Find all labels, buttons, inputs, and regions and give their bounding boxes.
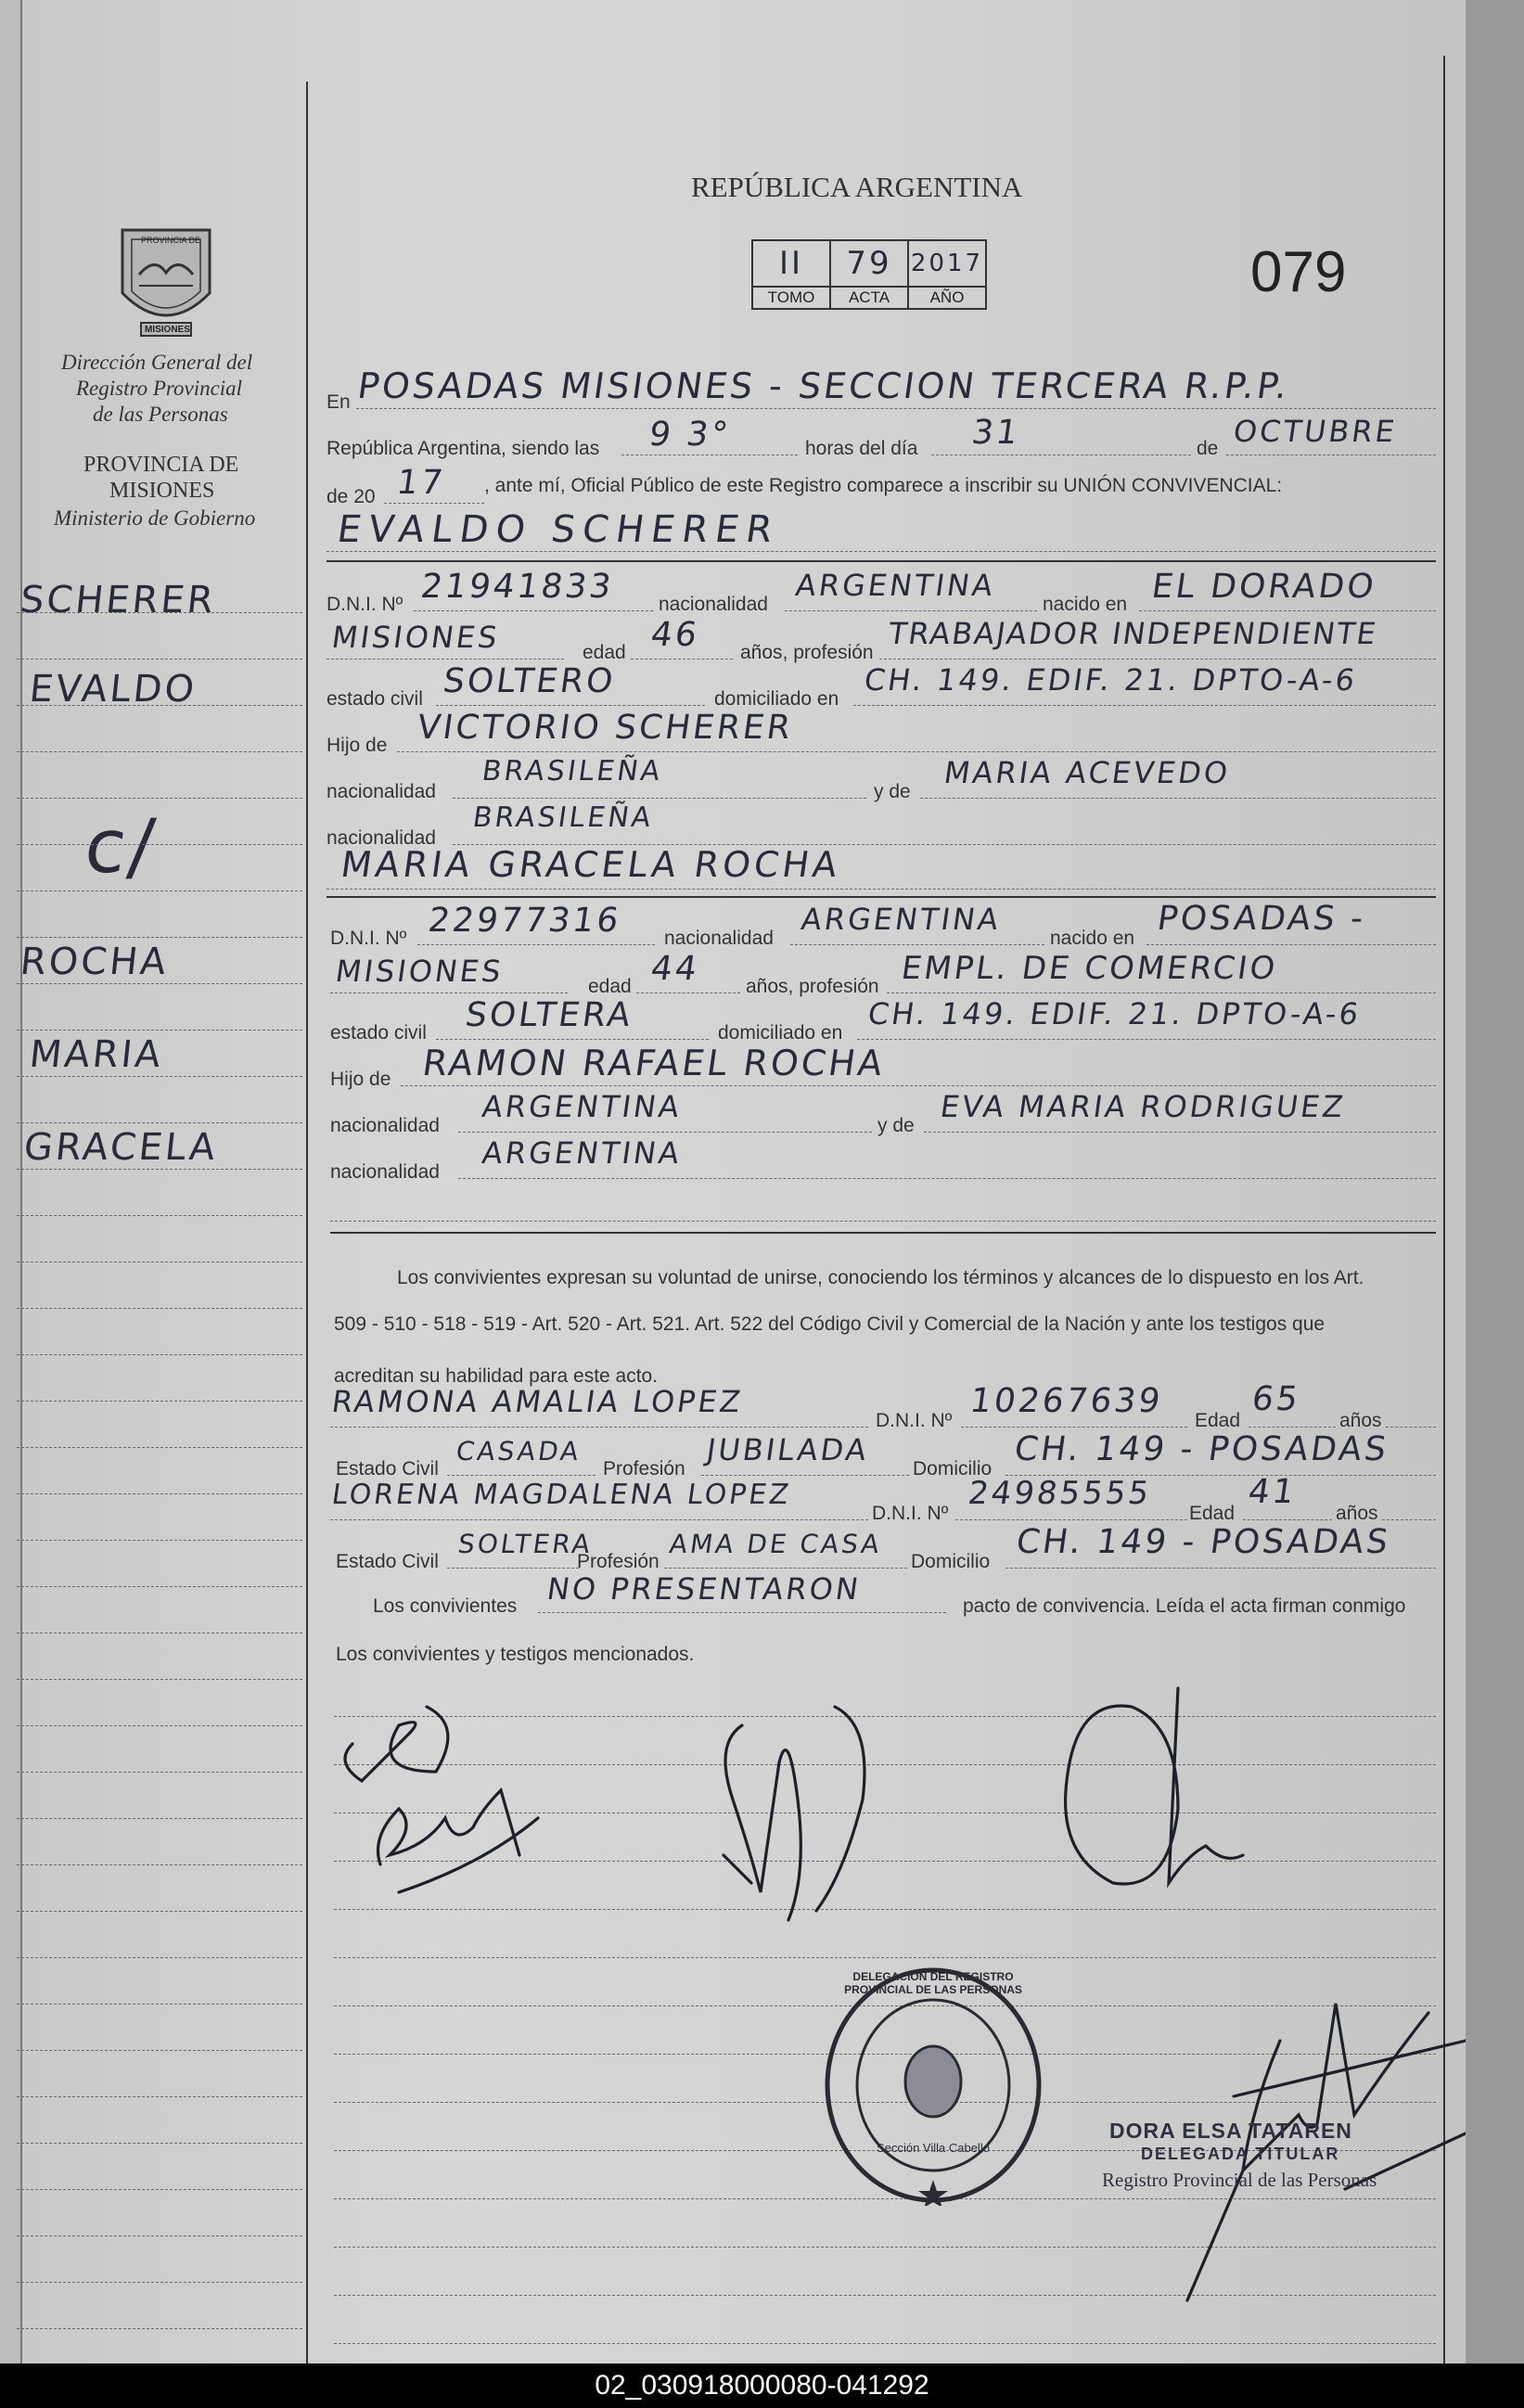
margin-ruled-line (17, 2096, 302, 2097)
p1-profession: TRABAJADOR INDEPENDIENTE (886, 616, 1380, 651)
p2-yde-label: y de (877, 1115, 915, 1136)
p1-nacido-label: nacido en (1043, 594, 1128, 615)
w1-profession: JUBILADA (704, 1432, 872, 1467)
margin-ruled-line (17, 1215, 302, 1216)
p1-mother-nationality: BRASILEÑA (470, 801, 656, 834)
p2-fnac-line (458, 1132, 872, 1133)
margin-ruled-line (17, 2050, 302, 2051)
w2-dni: 24985555 (966, 1475, 1154, 1512)
p1-edad-line (631, 659, 733, 660)
p2-dni-line (417, 944, 655, 945)
place-value: POSADAS MISIONES - SECCION TERCERA R.P.P. (354, 365, 1293, 406)
p1-age: 46 (648, 616, 702, 654)
p1-father-nationality: BRASILEÑA (480, 755, 665, 788)
w2-dni-label: D.N.I. Nº (872, 1503, 949, 1524)
w2-address: CH. 149 - POSADAS (1014, 1523, 1393, 1561)
w2-anios-label: años (1336, 1503, 1378, 1524)
signature-ruled-line (334, 2343, 1436, 2344)
w1-profesion-line (701, 1475, 909, 1476)
margin-ruled-line (17, 1864, 302, 1865)
margin-ruled-line (17, 1679, 302, 1680)
w1-dni-line (961, 1427, 1187, 1428)
margin-name-3: c/ (81, 803, 161, 890)
p2-mother: EVA MARIA RODRIGUEZ (938, 1089, 1349, 1124)
w1-edad-label: Edad (1195, 1410, 1241, 1431)
tomo-acta-anio-box (751, 239, 987, 310)
seal-inner-text: Sección Villa Cabello (877, 2141, 990, 2155)
margin-ruled-line (17, 1169, 302, 1170)
p2-fnac-label: nacionalidad (330, 1115, 440, 1136)
w2-domicilio-label: Domicilio (911, 1551, 991, 1572)
p2-mother-line (924, 1132, 1436, 1133)
section-divider-1 (327, 560, 1436, 562)
w1-dni-label: D.N.I. Nº (876, 1410, 953, 1431)
margin-name-2: EVALDO (27, 668, 199, 711)
horas-label: horas del día (805, 438, 918, 459)
margin-ruled-line (17, 1401, 302, 1402)
p1-nacido-line (1139, 610, 1436, 611)
pacto-value: NO PRESENTARON (544, 1571, 864, 1607)
w2-estado-label: Estado Civil (336, 1551, 439, 1572)
w2-estado-line (447, 1568, 579, 1569)
p1-father-line (397, 751, 1436, 752)
w1-address: CH. 149 - POSADAS (1012, 1430, 1391, 1468)
margin-ruled-line (17, 1725, 302, 1726)
hour-value: 9 3° (647, 416, 734, 454)
margin-ruled-line (17, 1122, 302, 1123)
p1-mother: MARIA ACEVEDO (941, 755, 1233, 790)
person1-name-line (327, 551, 1436, 552)
margin-ruled-line (17, 612, 302, 613)
margin-ruled-line (17, 890, 302, 891)
previous-page-edge (0, 0, 22, 2363)
province-coat-of-arms (113, 219, 219, 339)
w2-civil-status: SOLTERA (455, 1529, 596, 1559)
p1-fnac-line (453, 798, 866, 799)
margin-ruled-line (17, 1957, 302, 1958)
margin-name-4: ROCHA (18, 941, 172, 983)
p1-address: CH. 149. EDIF. 21. DPTO-A-6 (862, 662, 1360, 698)
p2-birthplace: POSADAS - (1155, 900, 1369, 938)
margin-ruled-line (17, 1308, 302, 1309)
person1-name: EVALDO SCHERER (334, 508, 783, 551)
margin-name-5: MARIA (27, 1033, 166, 1076)
w1-name-line (330, 1427, 868, 1428)
w2-edad-label: Edad (1189, 1503, 1236, 1524)
margin-name-1: SCHERER (18, 579, 218, 621)
tomo-label: TOMO (752, 287, 830, 309)
p2-dni-label: D.N.I. Nº (330, 928, 407, 949)
p1-father: VICTORIO SCHERER (415, 709, 796, 747)
w1-age: 65 (1249, 1380, 1303, 1418)
margin-ruled-line (17, 1911, 302, 1912)
w2-profession: AMA DE CASA (667, 1529, 884, 1559)
p2-profesion-label: años, profesión (746, 976, 879, 997)
section-divider-3 (330, 1232, 1436, 1234)
country-title: REPÚBLICA ARGENTINA (691, 171, 1023, 203)
p1-fnac-label: nacionalidad (327, 781, 436, 802)
record-number: 079 (1250, 240, 1347, 304)
w1-anios-label: años (1339, 1410, 1382, 1431)
p1-dni-label: D.N.I. Nº (327, 594, 403, 615)
margin-divider (306, 82, 308, 2363)
margin-ruled-line (17, 1818, 302, 1819)
p1-profesion-label: años, profesión (740, 642, 874, 663)
w1-civil-status: CASADA (454, 1436, 583, 1467)
p1-nacionalidad-line (785, 610, 1037, 611)
p1-dni-line (414, 610, 653, 611)
margin-ruled-line (17, 2282, 302, 2283)
w2-age: 41 (1246, 1473, 1300, 1511)
official-title: DELEGADA TITULAR (1141, 2145, 1340, 2163)
p1-birthplace2: MISIONES (329, 620, 503, 655)
sidebar-ministry: Ministerio de Gobierno (54, 506, 256, 530)
sidebar-province-line2: MISIONES (109, 479, 215, 503)
paragraph-line2: 509 - 510 - 518 - 519 - Art. 520 - Art. 521. Art. 522 del Código Civil y Comercial de la Nación y ante los testigos que (334, 1313, 1325, 1335)
p2-estado-line (436, 1039, 709, 1040)
p2-domicilio-label: domiciliado en (718, 1022, 843, 1044)
month-value: OCTUBRE (1231, 414, 1400, 449)
w1-edad-line (1249, 1427, 1336, 1428)
margin-ruled-line (17, 2143, 302, 2144)
acta-value: 79 (830, 240, 908, 287)
margin-ruled-line (17, 937, 302, 938)
p2-father-line (401, 1085, 1436, 1086)
pacto-label: Los convivientes (373, 1595, 518, 1617)
w1-profesion-label: Profesión (603, 1458, 685, 1479)
p1-yde-label: y de (874, 781, 911, 802)
year-line (384, 503, 484, 504)
blank-line (330, 1221, 1436, 1222)
w2-dni-line (955, 1519, 1187, 1520)
place-line (356, 408, 1436, 409)
p2-hijo-label: Hijo de (330, 1069, 391, 1090)
margin-ruled-line (17, 751, 302, 752)
p1-civil-status: SOLTERO (441, 662, 619, 700)
sidebar-province-line1: PROVINCIA DE (83, 453, 239, 477)
margin-ruled-line (17, 983, 302, 984)
sidebar-org-line3: de las Personas (93, 403, 228, 426)
p1-profesion-line (879, 659, 1436, 660)
seal-ring-text: DELEGACION DEL REGISTRO PROVINCIAL DE LAS PERSONAS (844, 1970, 1022, 1996)
official-org: Registro Provincial de las Personas (1102, 2169, 1377, 2191)
w1-dni: 10267639 (967, 1382, 1166, 1420)
official-name: DORA ELSA TATAREN (1109, 2119, 1352, 2143)
margin-ruled-line (17, 1586, 302, 1587)
p2-estado-label: estado civil (330, 1022, 427, 1044)
margin-ruled-line (17, 1772, 302, 1773)
w2-domicilio-line (1005, 1568, 1436, 1569)
pacto-text: pacto de convivencia. Leída el acta firman conmigo (963, 1595, 1406, 1617)
p1-birthplace: EL DORADO (1149, 568, 1379, 606)
logo-bottom-text: MISIONES (145, 325, 190, 335)
p2-address: CH. 149. EDIF. 21. DPTO-A-6 (865, 996, 1364, 1031)
section-divider-2 (327, 896, 1436, 898)
year-value: 17 (394, 464, 448, 502)
p2-nacionalidad-label: nacionalidad (664, 928, 774, 949)
margin-ruled-line (17, 659, 302, 660)
closing-text: Los convivientes y testigos mencionados. (336, 1644, 695, 1665)
p1-edad-label: edad (583, 642, 626, 663)
margin-ruled-line (17, 705, 302, 706)
p1-estado-label: estado civil (327, 688, 423, 710)
margin-ruled-line (17, 2328, 302, 2329)
margin-ruled-line (17, 844, 302, 845)
p2-profession: EMPL. DE COMERCIO (899, 950, 1280, 987)
w2-name: LORENA MAGDALENA LOPEZ (329, 1479, 794, 1511)
p2-domicilio-line (857, 1039, 1436, 1040)
p2-father-nationality: ARGENTINA (480, 1089, 685, 1124)
p1-estado-line (436, 705, 705, 706)
republica-label: República Argentina, siendo las (327, 438, 600, 459)
p2-age: 44 (648, 950, 702, 988)
w1-domicilio-label: Domicilio (913, 1458, 993, 1479)
w1-anios-line (1386, 1427, 1436, 1428)
p1-mother-line (920, 798, 1436, 799)
margin-ruled-line (17, 2189, 302, 2190)
p1-mnac-label: nacionalidad (327, 827, 436, 849)
logo-top-text: PROVINCIA DE (141, 236, 201, 245)
sidebar-org-line1: Dirección General del (61, 351, 253, 374)
p1-nacionalidad-label: nacionalidad (659, 594, 768, 615)
sidebar-org-line2: Registro Provincial (76, 377, 243, 400)
intro-text: , ante mí, Oficial Público de este Registro comparece a inscribir su UNIÓN CONVIVENCIAL: (484, 475, 1283, 496)
day-value: 31 (969, 414, 1023, 452)
margin-name-6: GRACELA (21, 1126, 221, 1169)
de-label: de (1197, 438, 1219, 459)
paragraph-line1: Los convivientes expresan su voluntad de unirse, conociendo los términos y alcances de lo dispuesto en los Art. (397, 1267, 1364, 1288)
image-caption: 02_030918000080-041292 (0, 2363, 1524, 2408)
margin-ruled-line (17, 1493, 302, 1494)
p1-birthplace2-line (327, 659, 564, 660)
p2-birthplace2: MISIONES (333, 954, 506, 989)
person2-name-line (327, 889, 1436, 890)
p1-domicilio-label: domiciliado en (714, 688, 839, 710)
margin-ruled-line (17, 1076, 302, 1077)
margin-ruled-line (17, 1540, 302, 1541)
p2-mother-nationality: ARGENTINA (480, 1135, 685, 1171)
margin-ruled-line (17, 2004, 302, 2005)
w2-profesion-label: Profesión (577, 1551, 660, 1572)
p2-father: RAMON RAFAEL ROCHA (419, 1043, 889, 1083)
de20-label: de 20 (327, 486, 376, 507)
p1-nacionalidad-value: ARGENTINA (793, 568, 998, 603)
p1-dni-value: 21941833 (418, 568, 617, 606)
w2-edad-line (1243, 1519, 1332, 1520)
p2-nacionalidad-line (790, 944, 1044, 945)
w1-estado-label: Estado Civil (336, 1458, 439, 1479)
margin-ruled-line (17, 1447, 302, 1448)
w1-name: RAMONA AMALIA LOPEZ (329, 1384, 746, 1419)
margin-ruled-line (17, 1030, 302, 1031)
registry-seal (822, 1965, 1044, 2206)
tomo-value: II (752, 240, 830, 287)
p1-domicilio-line (853, 705, 1436, 706)
w2-anios-line (1382, 1519, 1436, 1520)
p2-dni-value: 22977316 (426, 902, 624, 940)
person2-name: MARIA GRACELA ROCHA (338, 844, 844, 885)
p2-nacionalidad-value: ARGENTINA (799, 902, 1004, 937)
acta-label: ACTA (830, 287, 908, 309)
p2-nacido-line (1146, 944, 1436, 945)
p2-mnac-line (458, 1178, 1436, 1179)
p1-hijo-label: Hijo de (327, 735, 388, 756)
p2-civil-status: SOLTERA (463, 996, 636, 1034)
anio-value: 2017 (908, 240, 986, 287)
anio-label: AÑO (908, 287, 986, 309)
p2-nacido-label: nacido en (1050, 928, 1135, 949)
paragraph-line3: acreditan su habilidad para este acto. (334, 1365, 659, 1387)
w2-name-line (330, 1519, 868, 1520)
p2-edad-label: edad (588, 976, 632, 997)
margin-ruled-line (17, 798, 302, 799)
margin-ruled-line (17, 1354, 302, 1355)
pacto-line (538, 1612, 946, 1613)
p2-mnac-label: nacionalidad (330, 1161, 440, 1183)
w1-estado-line (447, 1475, 596, 1476)
w2-profesion-line (664, 1568, 907, 1569)
en-label: En (327, 391, 351, 413)
margin-ruled-line (17, 2235, 302, 2236)
